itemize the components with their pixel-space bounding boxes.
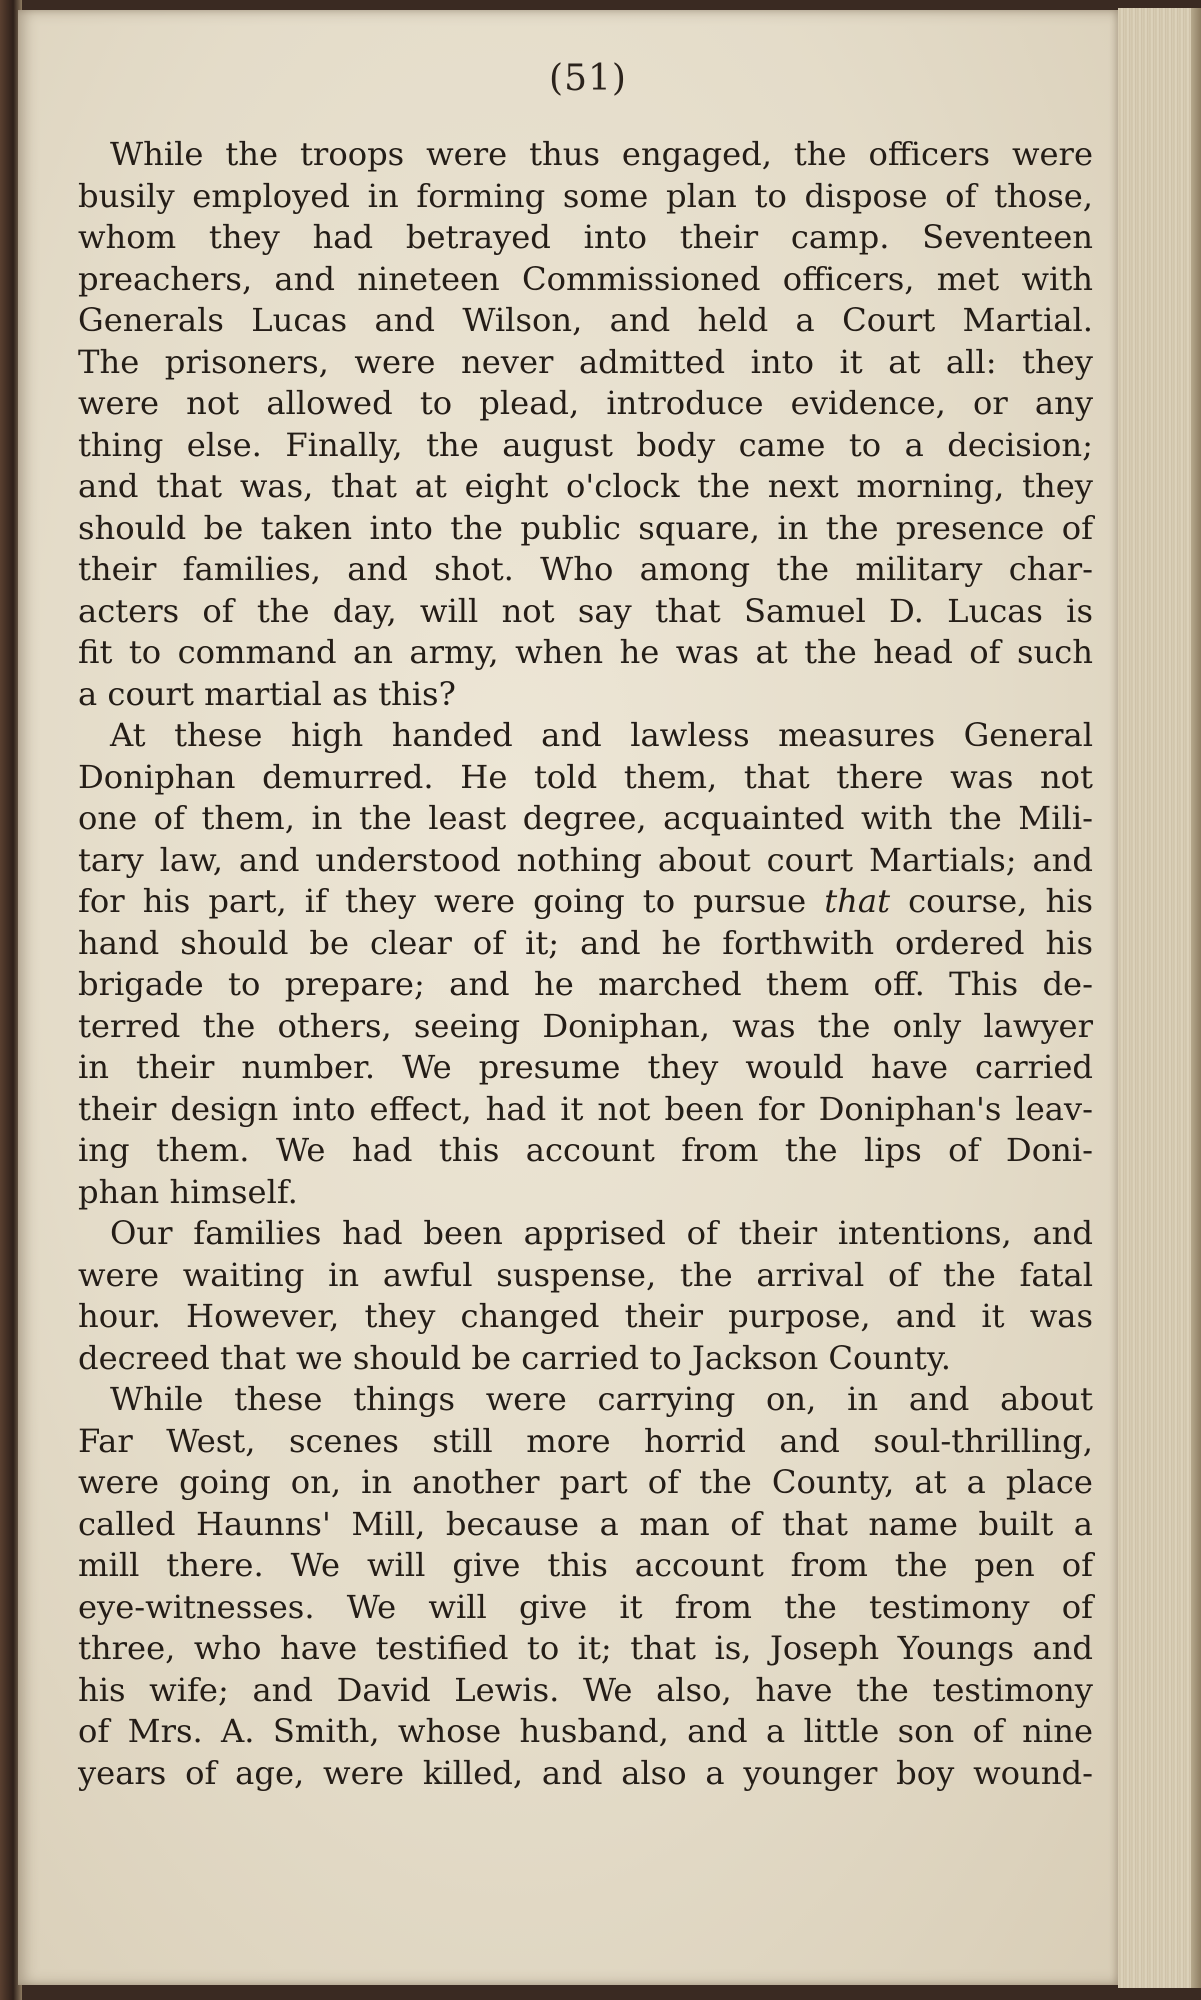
text-line: fit to command an army, when he was at the head of such: [78, 633, 1093, 671]
text-line: acters of the day, will not say that Samuel D. Lucas is: [78, 591, 1093, 630]
text-line: ing them. We had this account from the lips of Doni-: [78, 1131, 1093, 1169]
text-line: Doniphan demurred. He told them, that there was not: [78, 757, 1093, 796]
text-line: years of age, were killed, and also a younger boy wound-: [78, 1753, 1093, 1792]
text-line: were going on, in another part of the County, at a place: [78, 1463, 1093, 1501]
text-segment: course, his: [890, 882, 1094, 920]
text-line: one of them, in the least degree, acquainted with the Mili-: [78, 799, 1093, 837]
text-line: brigade to prepare; and he marched them off. This de-: [78, 965, 1093, 1003]
text-line: At these high handed and lawless measures General: [110, 716, 1093, 754]
text-line: The prisoners, were never admitted into it at all: they: [78, 342, 1093, 381]
page-number: (51): [549, 58, 627, 99]
text-line: were waiting in awful suspense, the arrival of the fatal: [78, 1255, 1093, 1294]
text-line: a court martial as this?: [78, 674, 456, 713]
body-text: [78, 134, 1093, 1794]
text-line: Far West, scenes still more horrid and soul-thrilling,: [78, 1421, 1093, 1460]
text-line: preachers, and nineteen Commissioned officers, met with: [78, 259, 1093, 298]
text-line: of Mrs. A. Smith, whose husband, and a little son of nine: [78, 1712, 1093, 1750]
text-segment: for his part, if they were going to pursue: [78, 882, 825, 920]
text-line: Generals Lucas and Wilson, and held a Court Martial.: [78, 301, 1093, 339]
text-line: phan himself.: [78, 1172, 298, 1211]
text-line: While these things were carrying on, in and about: [110, 1380, 1093, 1418]
text-line: tary law, and understood nothing about court Martials; and: [78, 840, 1093, 879]
text-line: their design into effect, had it not been for Doniphan's leav-: [78, 1089, 1093, 1128]
text-line: terred the others, seeing Doniphan, was the only lawyer: [78, 1006, 1093, 1045]
text-line: his wife; and David Lewis. We also, have the testimony: [78, 1670, 1093, 1709]
text-line: mill there. We will give this account from the pen of: [78, 1546, 1093, 1584]
page-edges: [1118, 8, 1201, 1988]
text-line: called Haunns' Mill, because a man of that name built a: [78, 1504, 1093, 1543]
text-line: eye-witnesses. We will give it from the testimony of: [78, 1587, 1093, 1626]
text-line: decreed that we should be carried to Jackson County.: [78, 1338, 951, 1377]
text-line: were not allowed to plead, introduce evidence, or any: [78, 384, 1093, 422]
text-line: hour. However, they changed their purpose, and it was: [78, 1297, 1093, 1335]
text-line: in their number. We presume they would have carried: [78, 1048, 1093, 1086]
book-page: [18, 10, 1118, 1985]
text-line: their families, and shot. Who among the military char-: [78, 550, 1093, 588]
text-line: While the troops were thus engaged, the officers were: [110, 135, 1093, 173]
text-line: hand should be clear of it; and he forthwith ordered his: [78, 923, 1093, 962]
text-line: [78, 881, 1093, 923]
text-line: thing else. Finally, the august body came to a decision;: [78, 425, 1093, 464]
text-line: whom they had betrayed into their camp. Seventeen: [78, 218, 1093, 256]
text-line: three, who have testified to it; that is, Joseph Youngs and: [78, 1629, 1093, 1667]
text-line: and that was, that at eight o'clock the next morning, they: [78, 467, 1093, 505]
text-line: should be taken into the public square, in the presence of: [78, 508, 1093, 547]
italic-word: that: [824, 882, 891, 920]
text-line: Our families had been apprised of their intentions, and: [110, 1214, 1093, 1252]
text-line: busily employed in forming some plan to dispose of those,: [78, 176, 1093, 215]
